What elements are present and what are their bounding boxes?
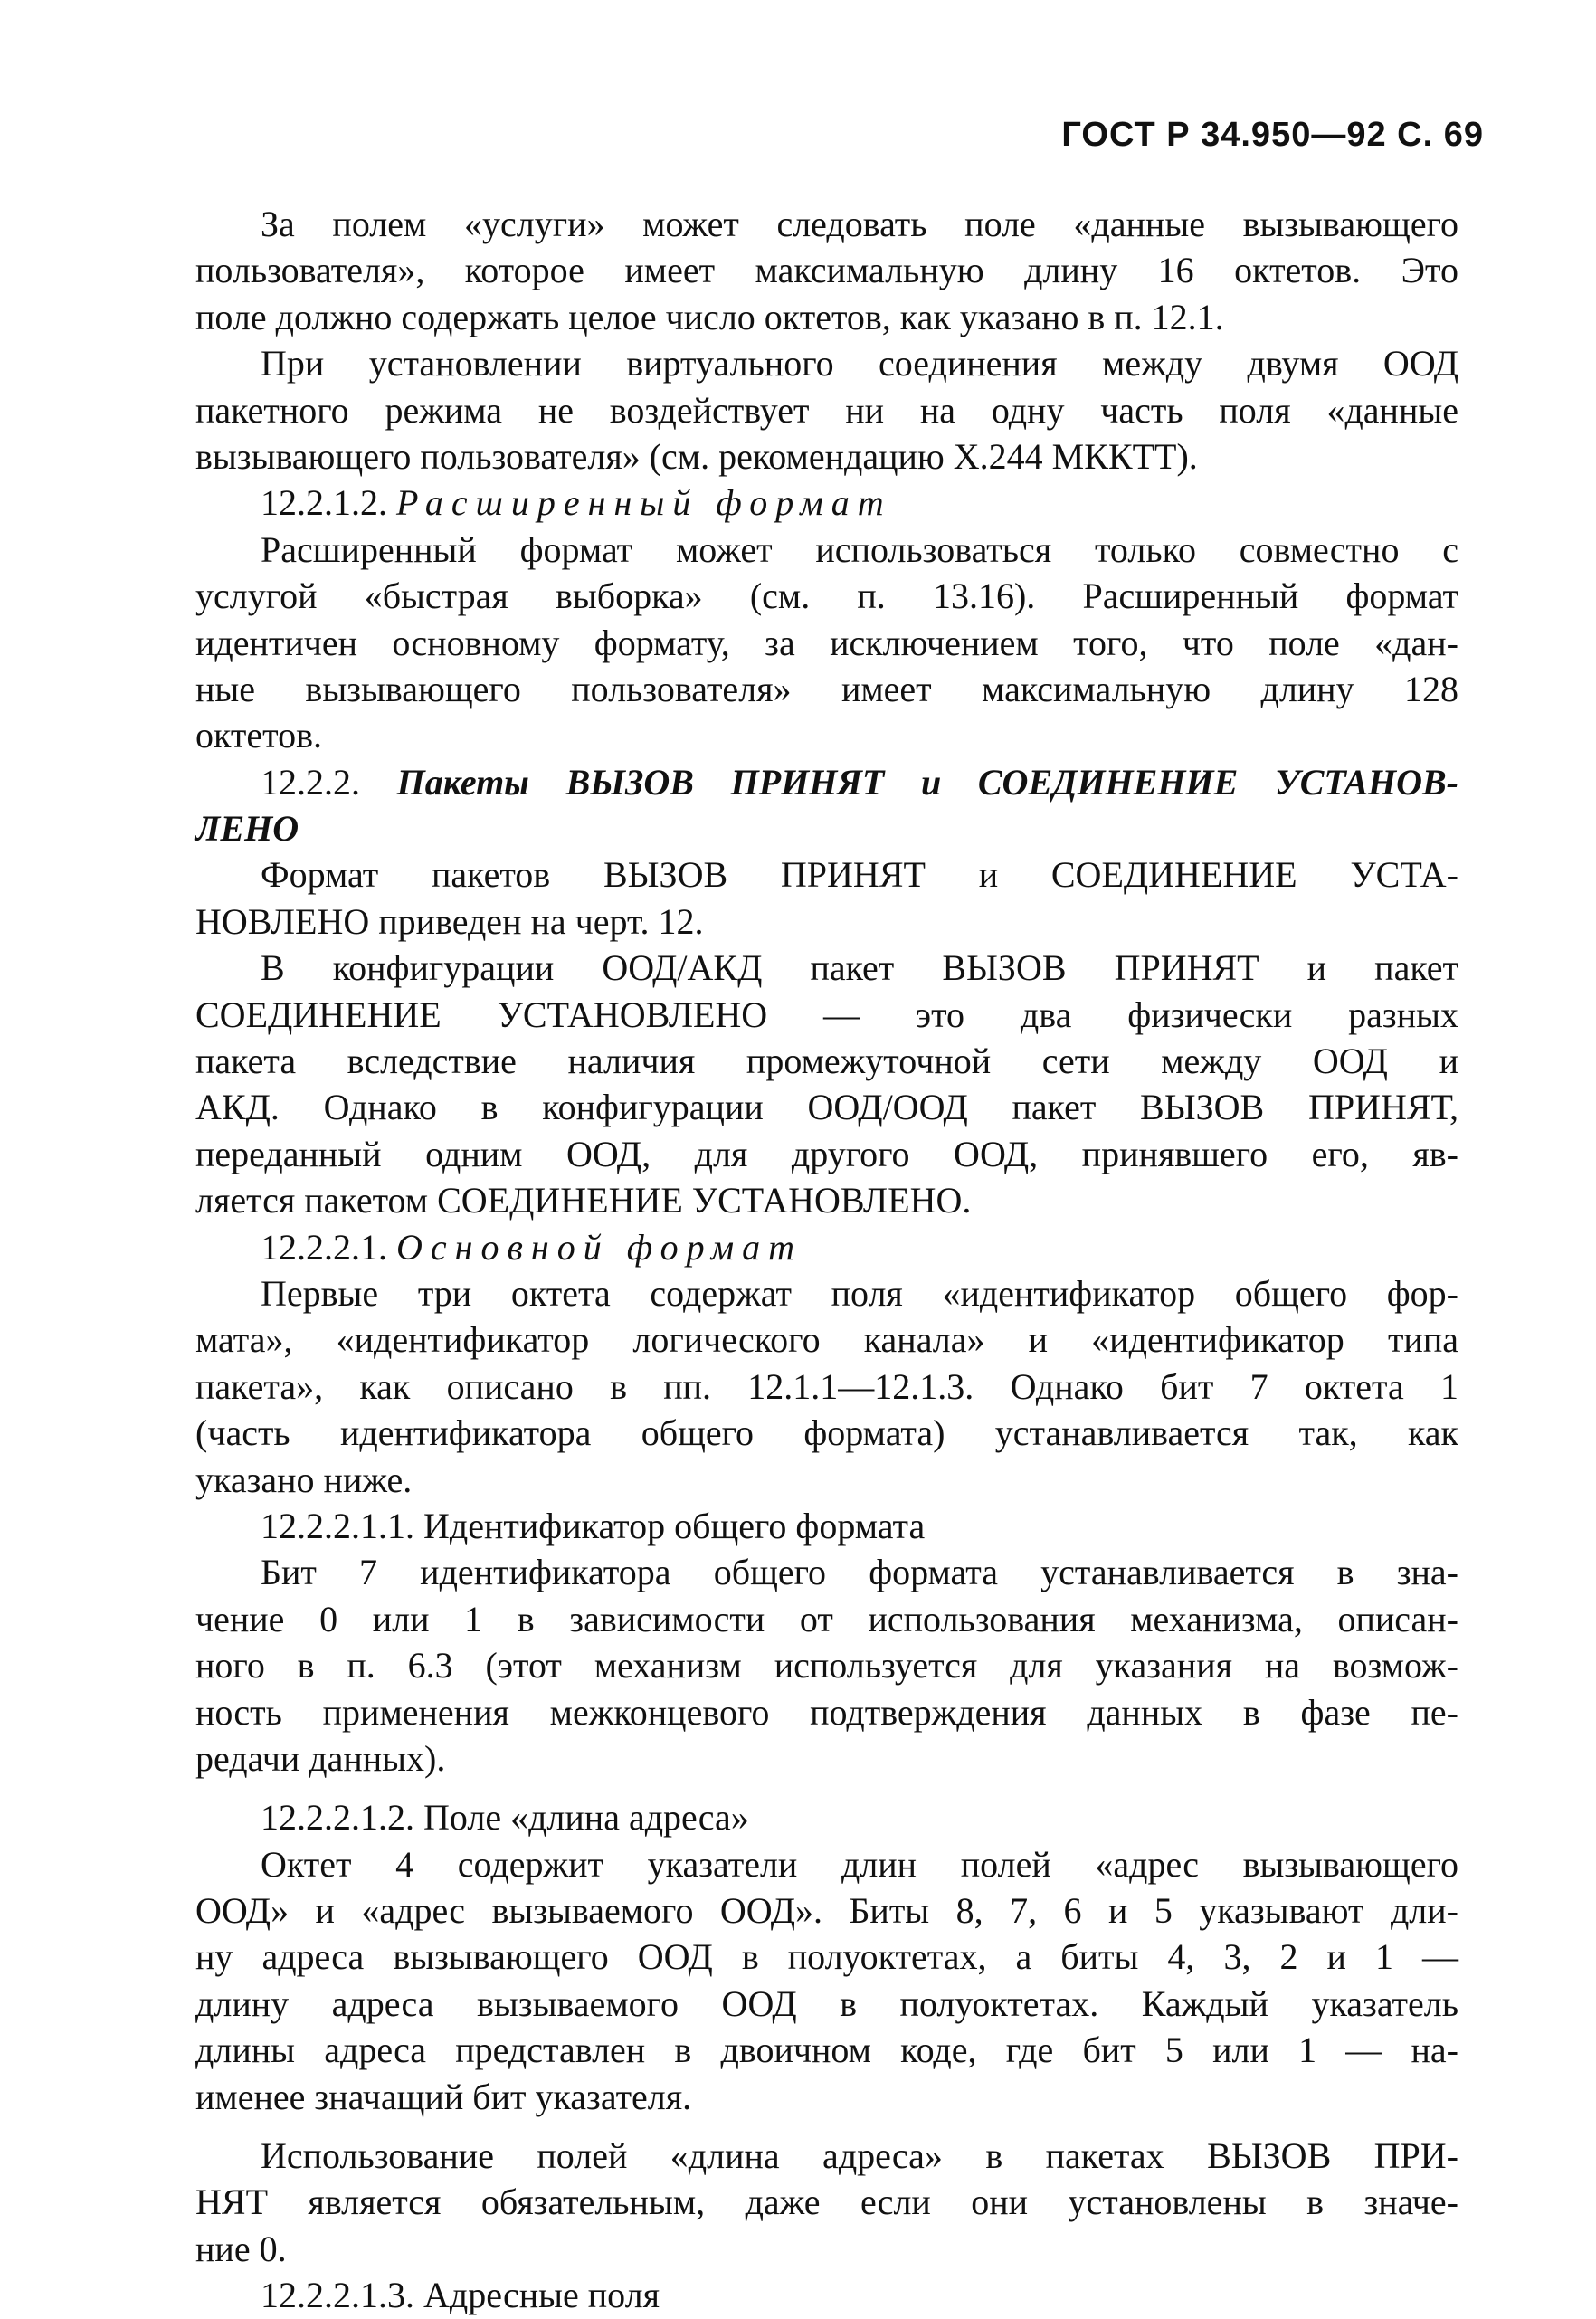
- text-line: ные вызывающего пользователя» имеет максимальную длину 128: [195, 668, 1458, 709]
- section-title: Расширенный формат: [396, 482, 892, 524]
- text-line: НЯТ является обязательным, даже если они установлены в значе-: [195, 2181, 1458, 2223]
- text-line: ного в п. 6.3 (этот механизм используется для указания на возмож-: [195, 1645, 1458, 1687]
- text-line: ну адреса вызывающего ООД в полуоктетах, а биты 4, 3, 2 и 1 —: [195, 1936, 1458, 1978]
- section-heading: [195, 759, 1458, 805]
- text-line: За полем «услуги» может следовать поле «данные вызывающего: [261, 204, 1458, 244]
- spacer: [195, 1782, 1458, 1794]
- text-line: В конфигурации ООД/АКД пакет ВЫЗОВ ПРИНЯТ и пакет: [261, 947, 1458, 989]
- text-line: мата», «идентификатор логического канала» и «идентификатор типа: [195, 1319, 1458, 1361]
- text-line: ООД» и «адрес вызываемого ООД». Биты 8, 7, 6 и 5 указывают дли-: [195, 1890, 1458, 1932]
- section-heading: [195, 480, 1458, 526]
- text-line: Расширенный формат может использоваться только совместно с: [261, 528, 1458, 570]
- text-line: Использование полей «длина адреса» в пакетах ВЫЗОВ ПРИ-: [261, 2135, 1458, 2177]
- text-line: (часть идентификатора общего формата) устанавливается так, как: [195, 1412, 1458, 1454]
- text-line: АКД. Однако в конфигурации ООД/ООД пакет ВЫЗОВ ПРИНЯТ,: [195, 1087, 1458, 1128]
- text-line: указано ниже.: [195, 1459, 413, 1500]
- text-line: услугой «быстрая выборка» (см. п. 13.16). Расширенный формат: [195, 575, 1458, 617]
- text-line: октетов.: [195, 715, 322, 756]
- text-line: ность применения межконцевого подтверждения данных в фазе пе-: [195, 1691, 1458, 1733]
- text-line: пакетного режима не воздействует ни на одну часть поля «данные: [195, 389, 1458, 431]
- text-line: поле должно содержать целое число октетов, как указано в п. 12.1.: [195, 296, 1224, 337]
- text-line: СОЕДИНЕНИЕ УСТАНОВЛЕНО — это два физически разных: [195, 993, 1458, 1035]
- document-body: [195, 201, 1458, 2319]
- section-number: 12.2.2.: [261, 761, 360, 803]
- section-number: 12.2.2.1.: [261, 1226, 387, 1268]
- page-header: ГОСТ Р 34.950—92 С. 69: [1061, 116, 1484, 154]
- text-line: вызывающего пользователя» (см. рекомендацию X.244 МККТТ).: [195, 435, 1198, 477]
- text-line: длину адреса вызываемого ООД в полуоктетах. Каждый указатель: [195, 1982, 1458, 2024]
- text-line: При установлении виртуального соединения между двумя ООД: [261, 343, 1458, 385]
- section-heading: 12.2.2.1.2. Поле «длина адреса»: [261, 1797, 749, 1839]
- text-line: длины адреса представлен в двоичном коде, где бит 5 или 1 — на-: [195, 2029, 1458, 2071]
- text-line: ляется пакетом СОЕДИНЕНИЕ УСТАНОВЛЕНО.: [195, 1180, 972, 1221]
- text-line: пакета», как описано в пп. 12.1.1—12.1.3. Однако бит 7 октета 1: [195, 1365, 1458, 1407]
- section-heading: [195, 1224, 1458, 1270]
- spacer: [195, 2120, 1458, 2133]
- text-line: НОВЛЕНО приведен на черт. 12.: [195, 900, 704, 942]
- text-line: пользователя», которое имеет максимальную длину 16 октетов. Это: [195, 250, 1458, 291]
- text-line: чение 0 или 1 в зависимости от использования механизма, описан-: [195, 1598, 1458, 1639]
- section-number: 12.2.1.2.: [261, 482, 387, 524]
- section-heading: 12.2.2.1.3. Адресные поля: [261, 2275, 660, 2316]
- text-line: переданный одним ООД, для другого ООД, принявшего его, яв-: [195, 1133, 1458, 1174]
- section-title-continued: ЛЕНО: [195, 808, 299, 850]
- text-line: ние 0.: [195, 2228, 287, 2269]
- text-line: идентичен основному формату, за исключением того, что поле «дан-: [195, 622, 1458, 663]
- text-line: пакета вследствие наличия промежуточной сети между ООД и: [195, 1041, 1458, 1082]
- text-line: Октет 4 содержит указатели длин полей «адрес вызывающего: [261, 1843, 1458, 1885]
- text-line: именее значащий бит указателя.: [195, 2076, 692, 2117]
- section-title: Пакеты ВЫЗОВ ПРИНЯТ и СОЕДИНЕНИЕ УСТАНОВ-: [396, 761, 1458, 803]
- text-line: Первые три октета содержат поля «идентификатор общего фор-: [261, 1272, 1458, 1314]
- text-line: Бит 7 идентификатора общего формата устанавливается в зна-: [261, 1552, 1458, 1593]
- section-heading: 12.2.2.1.1. Идентификатор общего формата: [261, 1505, 926, 1546]
- text-line: Формат пакетов ВЫЗОВ ПРИНЯТ и СОЕДИНЕНИЕ УСТА-: [261, 854, 1458, 896]
- section-title: Основной формат: [396, 1226, 803, 1268]
- text-line: редачи данных).: [195, 1737, 446, 1779]
